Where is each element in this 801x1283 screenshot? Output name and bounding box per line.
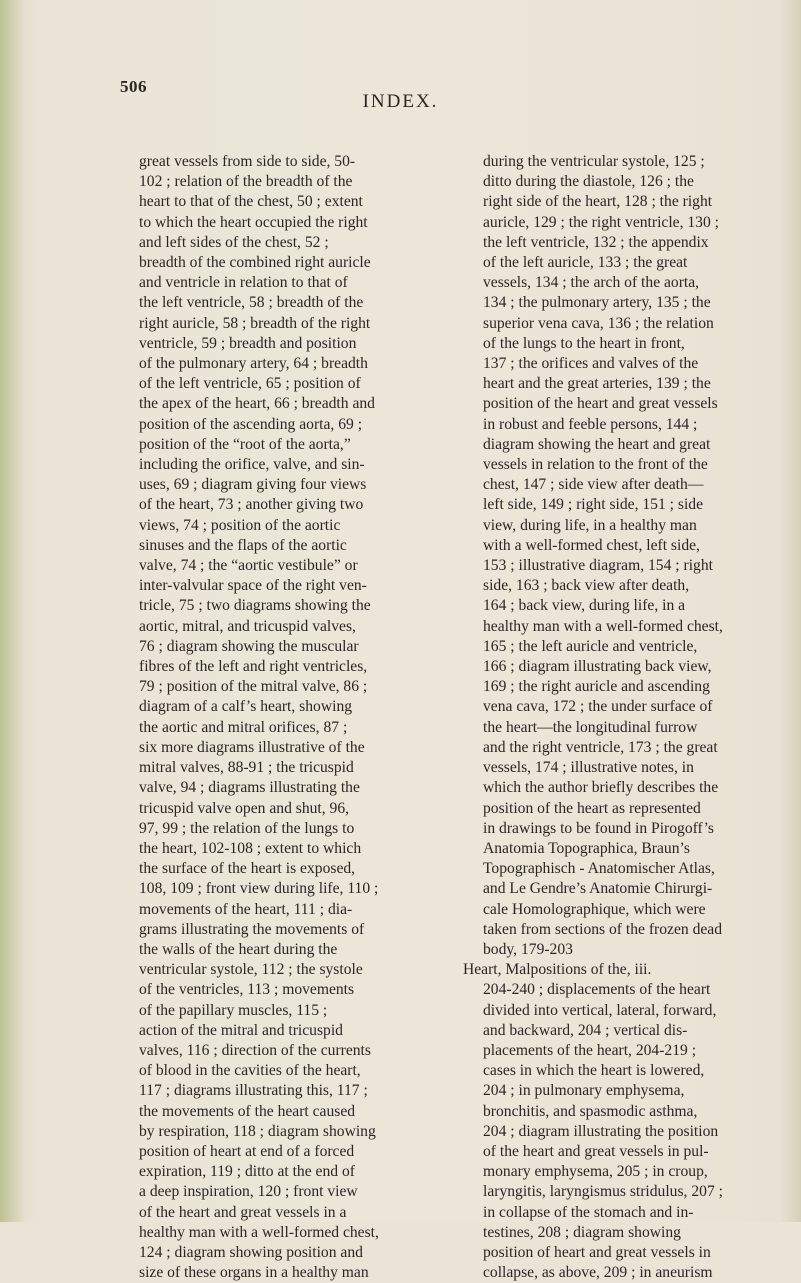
index-line: view, during life, in a healthy man — [483, 516, 697, 534]
index-line: vessels, 174 ; illustrative notes, in — [483, 759, 694, 777]
index-line: the apex of the heart, 66 ; breadth and — [139, 395, 375, 413]
index-line: position of the ascending aorta, 69 ; — [139, 415, 363, 433]
index-line: the movements of the heart caused — [139, 1102, 356, 1120]
index-line: action of the mitral and tricuspid — [139, 1021, 343, 1039]
index-line: 164 ; back view, during life, in a — [483, 597, 686, 615]
index-line: 117 ; diagrams illustrating this, 117 ; — [139, 1082, 368, 1100]
index-line: size of these organs in a healthy man — [139, 1264, 369, 1282]
index-line: which the author briefly describes the — [483, 779, 719, 797]
index-line: the heart—the longitudinal furrow — [483, 718, 698, 736]
index-line: chest, 147 ; side view after death— — [483, 476, 704, 494]
index-line: including the orifice, valve, and sin- — [139, 456, 365, 474]
index-line: the walls of the heart during the — [139, 940, 338, 958]
index-line: tricle, 75 ; two diagrams showing the — [139, 597, 371, 615]
index-line: position of the heart as represented — [483, 799, 701, 817]
index-line: 76 ; diagram showing the muscular — [139, 637, 359, 655]
index-line: laryngitis, laryngismus stridulus, 207 ; — [483, 1183, 723, 1201]
index-line: aortic, mitral, and tricuspid valves, — [139, 617, 356, 635]
index-line: position of the heart and great vessels — [483, 395, 718, 413]
index-line: vena cava, 172 ; the under surface of — [483, 698, 713, 716]
index-line: and ventricle in relation to that of — [139, 274, 348, 292]
index-line: uses, 69 ; diagram giving four views — [139, 476, 367, 494]
index-line: the heart, 102-108 ; extent to which — [139, 839, 362, 857]
index-line: collapse, as above, 209 ; in aneurism — [483, 1264, 713, 1282]
index-column-left — [119, 152, 441, 1283]
index-line: cases in which the heart is lowered, — [483, 1062, 705, 1080]
index-line: 124 ; diagram showing position and — [139, 1243, 363, 1261]
index-line: 169 ; the right auricle and ascending — [483, 678, 710, 696]
index-line: heart and the great arteries, 139 ; the — [483, 375, 711, 393]
index-line: in drawings to be found in Pirogoff’s — [483, 819, 714, 837]
index-line: valves, 116 ; direction of the currents — [139, 1041, 371, 1059]
index-line: mitral valves, 88-91 ; the tricuspid — [139, 759, 354, 777]
running-head: INDEX. — [362, 91, 439, 112]
index-line: and Le Gendre’s Anatomie Chirurgi- — [483, 880, 713, 898]
page-edge-stain — [0, 0, 24, 1222]
index-line: taken from sections of the frozen dead — [483, 920, 723, 938]
index-line: 153 ; illustrative diagram, 154 ; right — [483, 557, 713, 575]
index-line: great vessels from side to side, 50- — [139, 153, 356, 170]
index-line: Anatomia Topographica, Braun’s — [483, 839, 690, 857]
index-line: right side of the heart, 128 ; the right — [483, 193, 713, 211]
index-line: superior vena cava, 136 ; the relation — [483, 314, 714, 332]
index-line: sinuses and the flaps of the aortic — [139, 536, 347, 554]
index-line: the left ventricle, 58 ; breadth of the — [139, 294, 364, 312]
index-line: 134 ; the pulmonary artery, 135 ; the — [483, 294, 711, 312]
index-line: of the heart, 73 ; another giving two — [139, 496, 364, 514]
index-line: monary emphysema, 205 ; in croup, — [483, 1163, 708, 1181]
index-line: diagram of a calf’s heart, showing — [139, 698, 353, 716]
index-line: left side, 149 ; right side, 151 ; side — [483, 496, 704, 514]
index-line: 204-240 ; displacements of the heart — [483, 981, 711, 999]
index-line: ventricular systole, 112 ; the systole — [139, 961, 363, 979]
index-line: bronchitis, and spasmodic asthma, — [483, 1102, 698, 1120]
index-line: 79 ; position of the mitral valve, 86 ; — [139, 678, 368, 696]
index-line: to which the heart occupied the right — [139, 213, 368, 231]
index-line: Heart, Malpositions of the, iii. — [463, 961, 652, 979]
index-line: 204 ; in pulmonary emphysema, — [483, 1082, 685, 1100]
index-line: 204 ; diagram illustrating the position — [483, 1122, 719, 1140]
index-line: valve, 94 ; diagrams illustrating the — [139, 779, 360, 797]
index-line: of the pulmonary artery, 64 ; breadth — [139, 355, 368, 373]
index-line: ditto during the diastole, 126 ; the — [483, 173, 694, 191]
index-line: the aortic and mitral orifices, 87 ; — [139, 718, 348, 736]
index-line: cale Homolographique, which were — [483, 900, 706, 918]
index-line: expiration, 119 ; ditto at the end of — [139, 1163, 355, 1181]
index-line: 166 ; diagram illustrating back view, — [483, 658, 712, 676]
index-line: with a well-formed chest, left side, — [483, 536, 700, 554]
index-line: breadth of the combined right auricle — [139, 254, 371, 272]
index-line: position of heart at end of a forced — [139, 1142, 355, 1160]
index-line: of the left ventricle, 65 ; position of — [139, 375, 361, 393]
index-line: of blood in the cavities of the heart, — [139, 1062, 361, 1080]
index-line: body, 179-203 — [483, 940, 573, 958]
index-line: 137 ; the orifices and valves of the — [483, 355, 699, 373]
index-line: position of the “root of the aorta,” — [139, 435, 351, 453]
index-line: healthy man with a well-formed chest, — [483, 617, 723, 635]
index-line: heart to that of the chest, 50 ; extent — [139, 193, 363, 211]
index-line: right auricle, 58 ; breadth of the right — [139, 314, 371, 332]
index-line: of the left auricle, 133 ; the great — [483, 254, 688, 272]
index-line: during the ventricular systole, 125 ; — [483, 153, 705, 170]
index-line: inter-valvular space of the right ven- — [139, 577, 367, 595]
index-line: ventricle, 59 ; breadth and position — [139, 334, 357, 352]
index-line: tricuspid valve open and shut, 96, — [139, 799, 350, 817]
index-line: placements of the heart, 204-219 ; — [483, 1041, 697, 1059]
index-line: 97, 99 ; the relation of the lungs to — [139, 819, 355, 837]
index-line: of the ventricles, 113 ; movements — [139, 981, 355, 999]
index-line: the left ventricle, 132 ; the appendix — [483, 233, 709, 251]
index-line: divided into vertical, lateral, forward, — [483, 1001, 717, 1019]
index-line: diagram showing the heart and great — [483, 435, 711, 453]
index-line: Topographisch - Anatomischer Atlas, — [483, 860, 715, 878]
index-line: the surface of the heart is exposed, — [139, 860, 356, 878]
index-line: of the lungs to the heart in front, — [483, 334, 685, 352]
index-line: grams illustrating the movements of — [139, 920, 365, 938]
index-line: a deep inspiration, 120 ; front view — [139, 1183, 358, 1201]
index-line: and left sides of the chest, 52 ; — [139, 233, 329, 251]
page-number: 506 — [120, 77, 147, 96]
index-line: of the papillary muscles, 115 ; — [139, 1001, 328, 1019]
index-line: views, 74 ; position of the aortic — [139, 516, 341, 534]
index-line: vessels in relation to the front of the — [483, 456, 708, 474]
index-column-right — [463, 152, 785, 1283]
index-line: fibres of the left and right ventricles, — [139, 658, 368, 676]
index-line: of the heart and great vessels in a — [139, 1203, 347, 1221]
index-line: and backward, 204 ; vertical dis- — [483, 1021, 688, 1039]
index-line: 165 ; the left auricle and ventricle, — [483, 637, 698, 655]
index-line: movements of the heart, 111 ; dia- — [139, 900, 353, 918]
index-line: in collapse of the stomach and in- — [483, 1203, 694, 1221]
index-line: by respiration, 118 ; diagram showing — [139, 1122, 376, 1140]
index-line: healthy man with a well-formed chest, — [139, 1223, 379, 1241]
index-line: testines, 208 ; diagram showing — [483, 1223, 681, 1241]
index-line: valve, 74 ; the “aortic vestibule” or — [139, 557, 358, 575]
index-line: 102 ; relation of the breadth of the — [139, 173, 353, 191]
index-line: and the right ventricle, 173 ; the great — [483, 738, 718, 756]
index-line: side, 163 ; back view after death, — [483, 577, 690, 595]
index-line: of the heart and great vessels in pul- — [483, 1142, 709, 1160]
index-line: six more diagrams illustrative of the — [139, 738, 365, 756]
index-line: 108, 109 ; front view during life, 110 ; — [139, 880, 379, 898]
index-line: position of heart and great vessels in — [483, 1243, 711, 1261]
index-line: in robust and feeble persons, 144 ; — [483, 415, 698, 433]
index-line: vessels, 134 ; the arch of the aorta, — [483, 274, 700, 292]
index-line: auricle, 129 ; the right ventricle, 130 ; — [483, 213, 720, 231]
